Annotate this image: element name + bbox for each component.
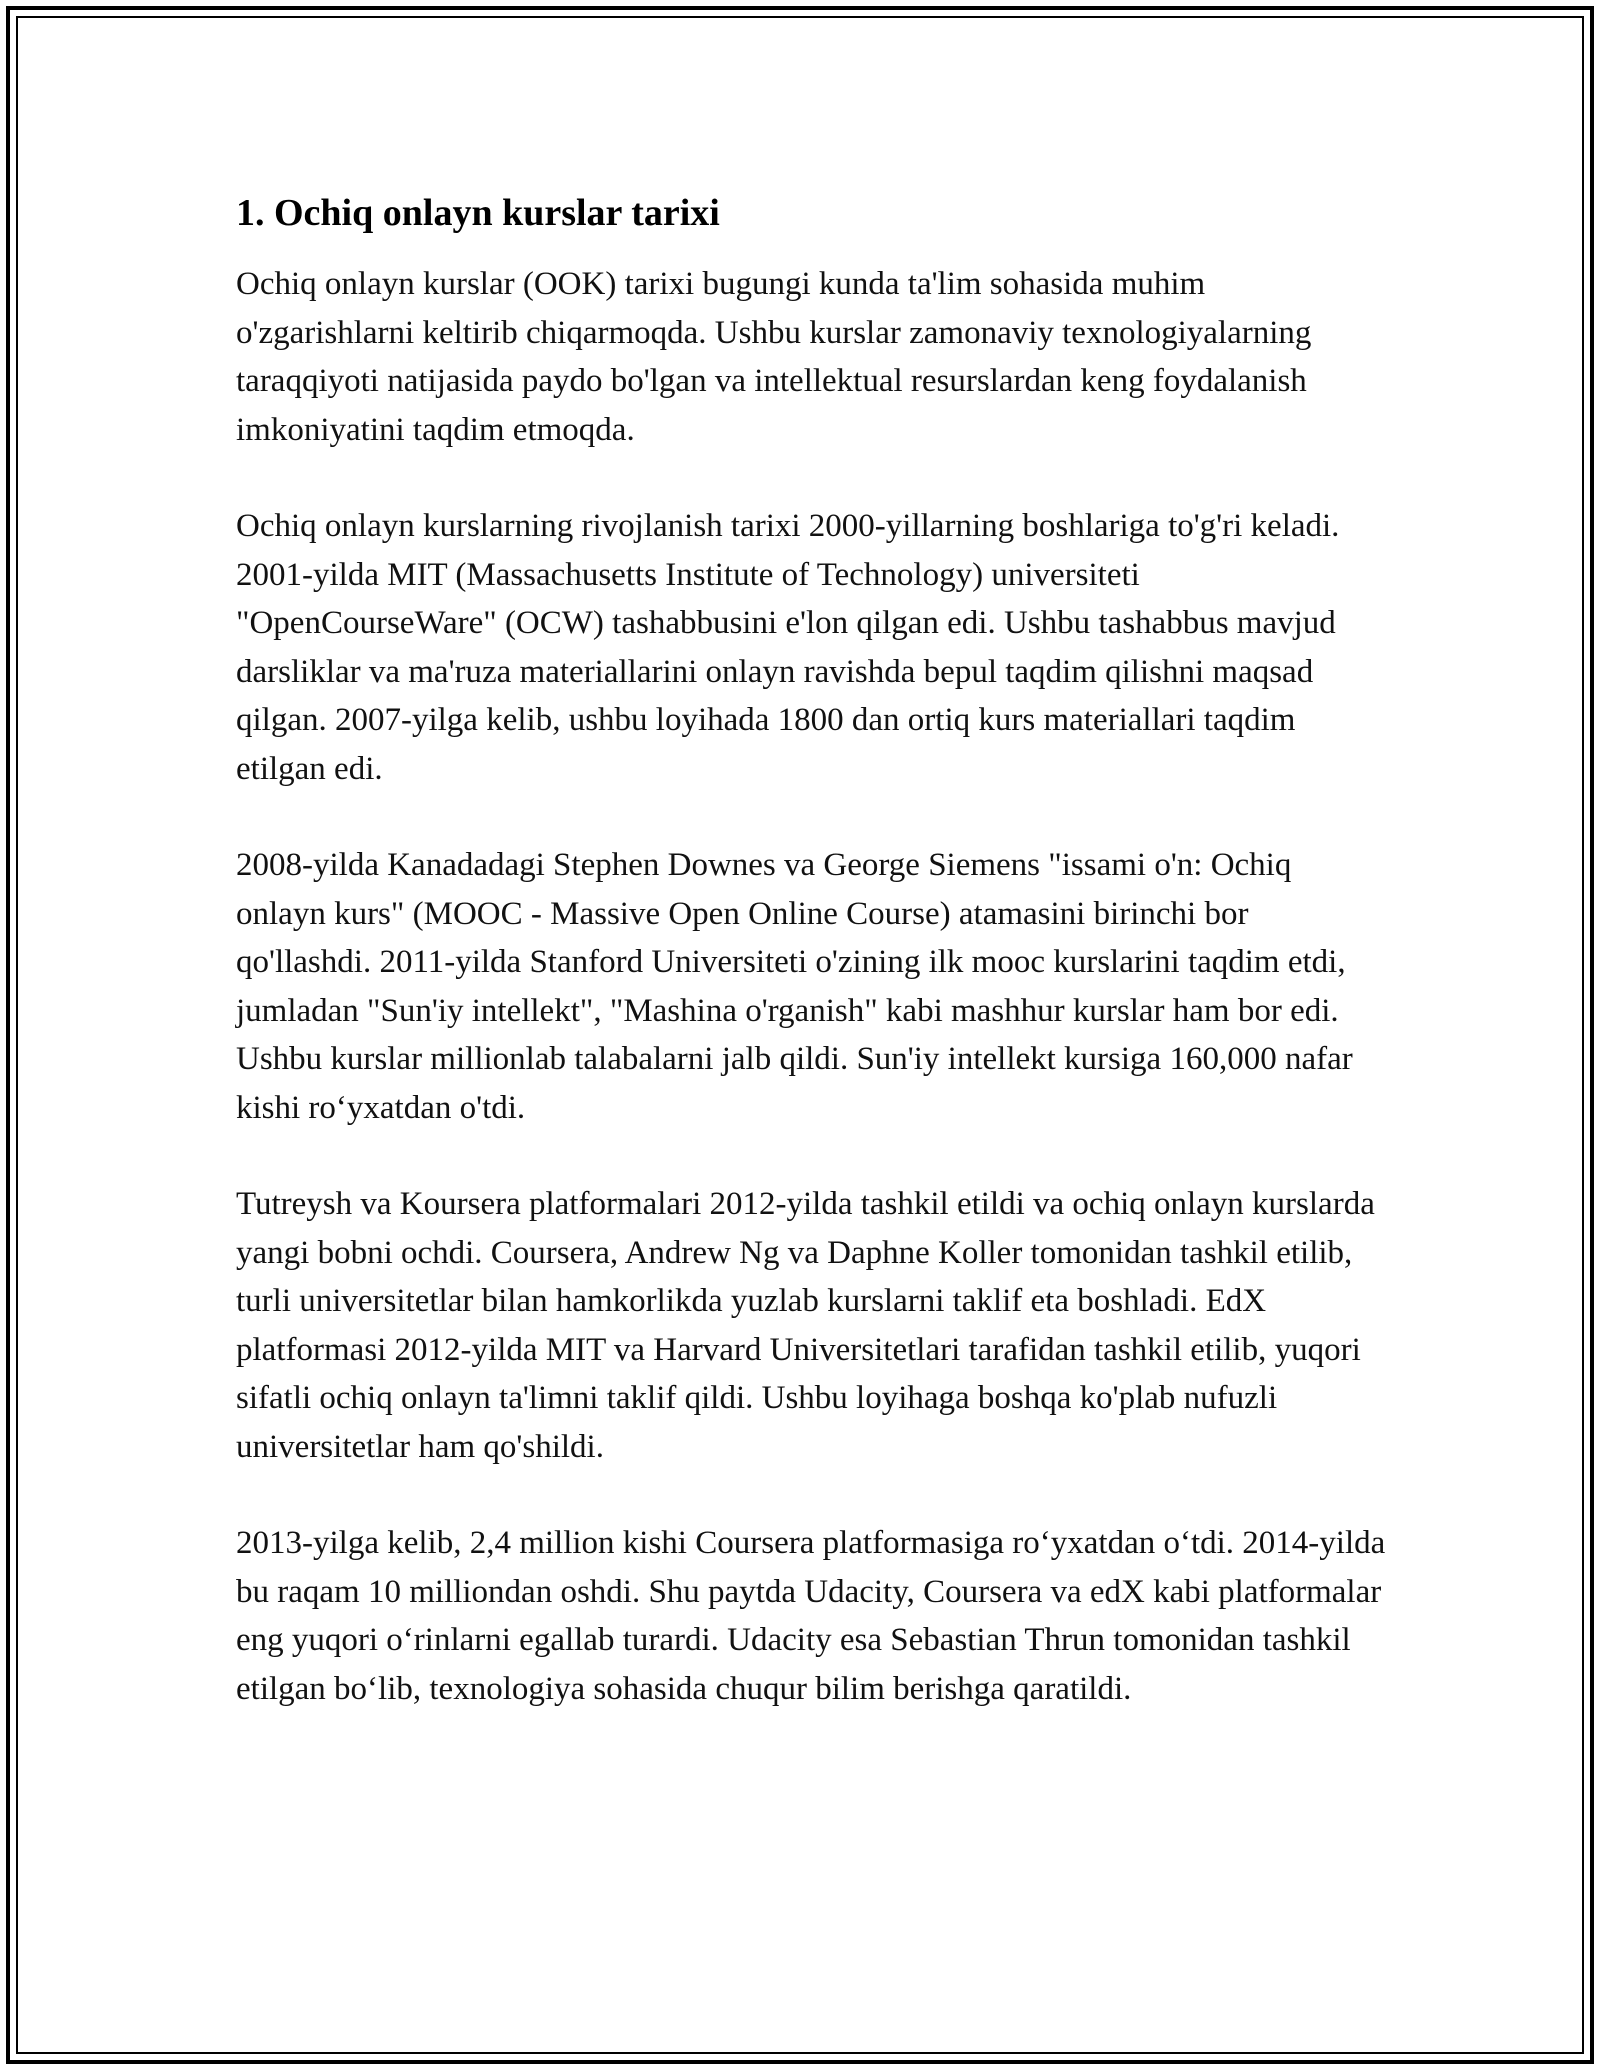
paragraph-platforms: Tutreysh va Koursera platformalari 2012-yilda tashkil etildi va ochiq onlayn kurslarda yangi bobni ochdi. Coursera, Andrew Ng va Daphne Koller tomonidan tashkil etilib, turli universitetlar bilan hamkorlikda yuzlab kurslarni taklif eta boshladi. EdX platformasi 2012-yilda MIT va Harvard Universitetlari tarafidan tashkil etilib, yuqori sifatli ochiq onlayn ta'limni taklif qildi. Ushbu loyihaga boshqa ko'plab nufuzli universitetlar ham qo'shildi. — [236, 1186, 1375, 1465]
paragraph-growth: 2013-yilga kelib, 2,4 million kishi Coursera platformasiga ro‘yxatdan o‘tdi. 2014-yilda bu raqam 10 milliondan oshdi. Shu paytda Udacity, Coursera va edX kabi platformalar eng yuqori o‘rinlarni egallab turardi. Udacity esa Sebastian Thrun tomonidan tashkil etilgan bo‘lib, texnologiya sohasida chuqur bilim berishga qaratildi. — [236, 1525, 1386, 1707]
paragraph-intro: Ochiq onlayn kurslar (OOK) tarixi bugungi kunda ta'lim sohasida muhim o'zgarishlarni keltirib chiqarmoqda. Ushbu kurslar zamonaviy texnologiyalarning taraqqiyoti natijasida paydo bo'lgan va intellektual resurslardan keng foydalanish imkoniyatini taqdim etmoqda. — [236, 266, 1312, 448]
section-heading: 1. Ochiq onlayn kurslar tarixi — [236, 192, 720, 234]
paragraph-ocw-history: Ochiq onlayn kurslarning rivojlanish tarixi 2000-yillarning boshlariga to'g'ri keladi. 2001-yilda MIT (Massachusetts Institute of Technology) universiteti "OpenCourseWare" (OCW) tashabbusini e'lon qilgan edi. Ushbu tashabbus mavjud darsliklar va ma'ruza materiallarini onlayn ravishda bepul taqdim qilishni maqsad qilgan. 2007-yilga kelib, ushbu loyihada 1800 dan ortiq kurs materiallari taqdim etilgan edi. — [236, 508, 1340, 787]
paragraph-mooc-origin: 2008-yilda Kanadadagi Stephen Downes va George Siemens "issami o'n: Ochiq onlayn kurs" (MOOC - Massive Open Online Course) atamasini birinchi bor qo'llashdi. 2011-yilda Stanford Universiteti o'zining ilk mooc kurslarini taqdim etdi, jumladan "Sun'iy intellekt", "Mashina o'rganish" kabi mashhur kurslar ham bor edi. Ushbu kurslar millionlab talabalarni jalb qildi. Sun'iy intellekt kursiga 160,000 nafar kishi ro‘yxatdan o'tdi. — [236, 847, 1353, 1126]
document-body — [236, 190, 1386, 1761]
